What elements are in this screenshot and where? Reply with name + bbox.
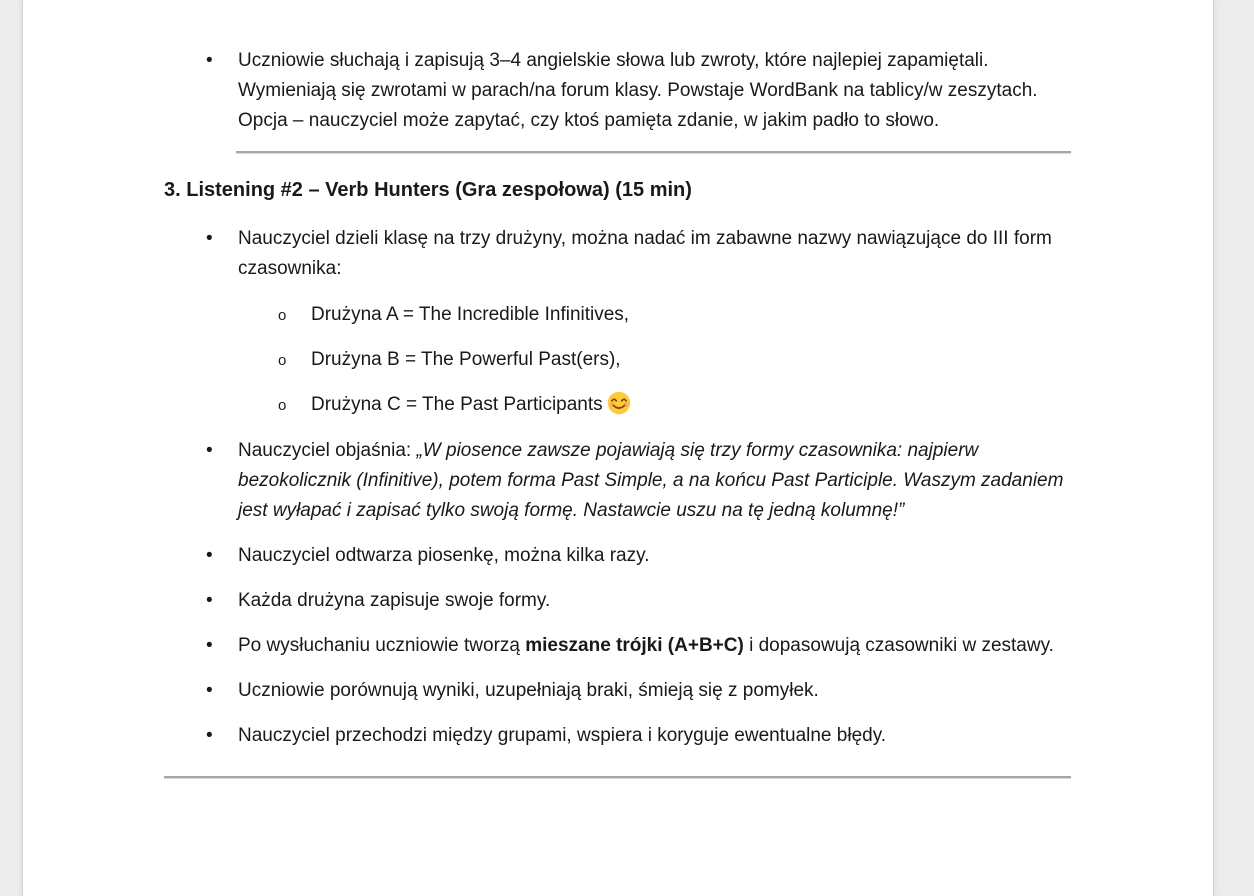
list-item <box>206 224 1071 284</box>
highlighted-text: mieszane trójki (A+B+C) <box>525 635 744 656</box>
horizontal-rule <box>236 151 1071 154</box>
paragraph-text: Nauczyciel dzieli klasę na trzy drużyny, można nadać im zabawne nazwy nawiązujące do III form czasownika: <box>238 228 1052 279</box>
paragraph-text: Każda drużyna zapisuje swoje formy. <box>238 590 551 611</box>
paragraph-text: Nauczyciel odtwarza piosenkę, można kilka razy. <box>238 545 650 566</box>
list-item-nested <box>278 390 1071 420</box>
bullet-dot-icon: • <box>206 545 213 566</box>
list-item <box>206 676 1071 706</box>
list-item <box>206 541 1071 571</box>
bullet-dot-icon: • <box>206 228 213 249</box>
horizontal-rule <box>164 776 1071 779</box>
quote-lead-in: Nauczyciel objaśnia: <box>238 440 417 461</box>
document-content <box>23 0 1213 779</box>
bullet-circle-icon: o <box>278 307 287 324</box>
bullet-dot-icon: • <box>206 635 213 656</box>
paragraph-text: Drużyna B = The Powerful Past(ers), <box>311 349 621 370</box>
list-item-nested <box>278 345 1071 375</box>
bullet-dot-icon: • <box>206 725 213 746</box>
list-item <box>206 721 1071 751</box>
document-page[interactable] <box>22 0 1214 896</box>
paragraph-text: Drużyna C = The Past Participants <box>311 394 603 415</box>
list-item <box>206 436 1071 526</box>
list-item <box>206 46 1071 136</box>
paragraph-text: i dopasowują czasowniki w zestawy. <box>743 635 1054 656</box>
paragraph-text: Uczniowie porównują wyniki, uzupełniają braki, śmieją się z pomyłek. <box>238 680 819 701</box>
paragraph-text: Uczniowie słuchają i zapisują 3–4 angielskie słowa lub zwroty, które najlepiej zapamiętali. Wymieniają się zwrotami w parach/na forum klasy. Powstaje WordBank na tablicy/w zeszytach. Opcja – nauczyciel może zapytać, czy ktoś pamięta zdanie, w jakim padło to słowo. <box>238 50 1038 131</box>
paragraph-text: Nauczyciel przechodzi między grupami, wspiera i koryguje ewentualne błędy. <box>238 725 887 746</box>
list-item <box>206 631 1071 661</box>
bullet-dot-icon: • <box>206 50 213 71</box>
bullet-circle-icon: o <box>278 352 287 369</box>
paragraph-text: Po wysłuchaniu uczniowie tworzą <box>238 635 526 656</box>
paragraph-text: Drużyna A = The Incredible Infinitives, <box>311 304 630 325</box>
section-heading: 3. Listening #2 – Verb Hunters (Gra zespołowa) (15 min) <box>164 179 692 201</box>
quote-text: „W piosence zawsze pojawiają się trzy formy czasownika: najpierw bezokolicznik (Infinitive), potem forma Past Simple, a na końcu Past Participle. Waszym zadaniem jest wyłapać i zapisać tylko swoją formę. Nastawcie uszu na tę jedną kolumnę!” <box>238 440 1064 521</box>
list-item-nested <box>278 300 1071 330</box>
bullet-circle-icon: o <box>278 397 287 414</box>
bullet-dot-icon: • <box>206 680 213 701</box>
bullet-dot-icon: • <box>206 440 213 461</box>
smiling-face-emoji-icon <box>607 391 631 415</box>
list-item <box>206 586 1071 616</box>
bullet-dot-icon: • <box>206 590 213 611</box>
